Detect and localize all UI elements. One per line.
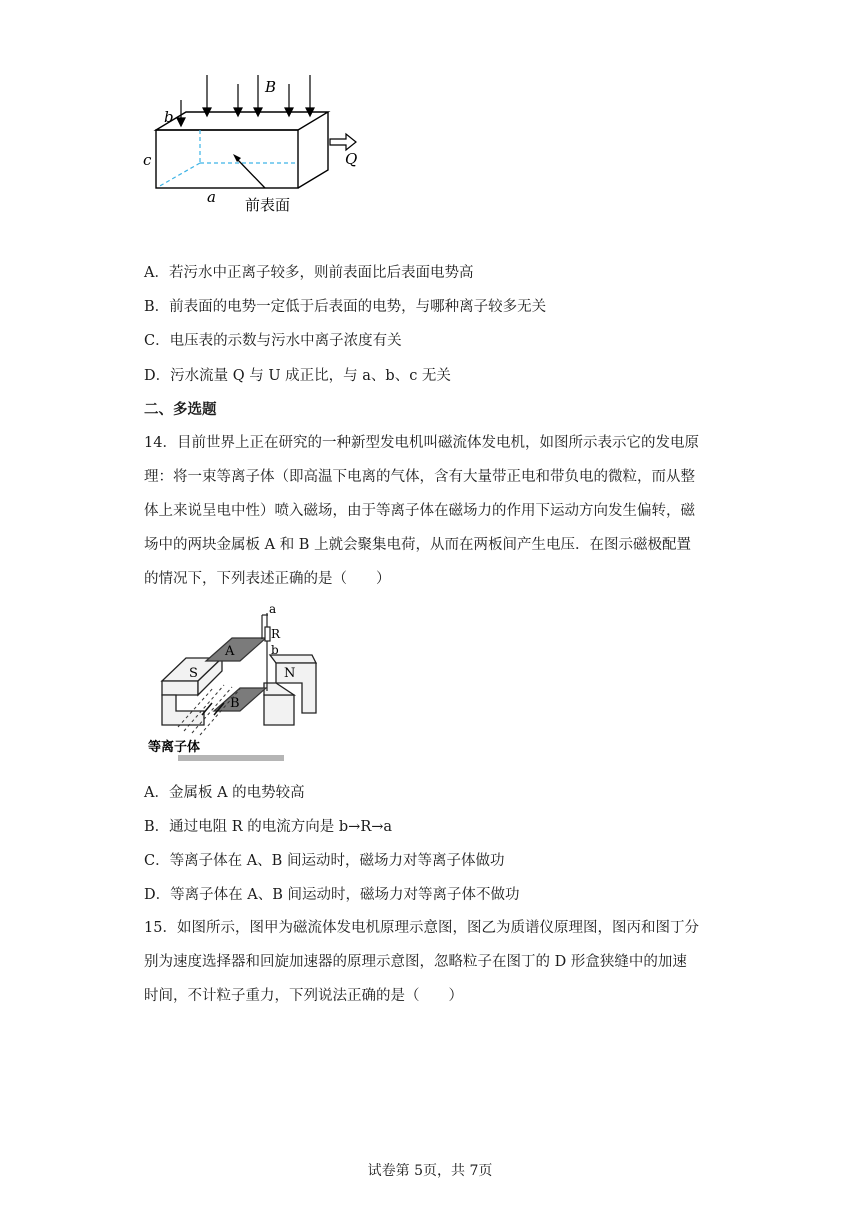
label-n-pole: N (284, 666, 296, 681)
q14-option-d: D．等离子体在 A、B 间运动时，磁场力对等离子体不做功 (144, 887, 520, 903)
q14-line-2: 理：将一束等离子体（即高温下电离的气体，含有大量带正电和带负电的微粒，而从整 (144, 469, 695, 485)
q14-line-3: 体上来说呈电中性）喷入磁场，由于等离子体在磁场力的作用下运动方向发生偏转，磁 (144, 503, 695, 519)
figure-mhd-generator (144, 603, 326, 763)
q14-line-5: 的情况下，下列表述正确的是（ ） (144, 571, 391, 587)
label-plate-a: A (225, 644, 235, 659)
label-q-flow: Q (345, 150, 358, 168)
page-footer: 试卷第 5页，共 7页 (367, 1163, 493, 1179)
q13-option-a: A．若污水中正离子较多，则前表面比后表面电势高 (144, 265, 474, 281)
label-front-surface: 前表面 (245, 196, 291, 214)
plate-b (214, 688, 266, 711)
label-b-depth: b (164, 108, 174, 126)
label-c-height: c (143, 151, 152, 169)
q15-line-1: 15．如图所示，图甲为磁流体发电机原理示意图，图乙为质谱仪原理图，图丙和图丁分 (144, 920, 699, 936)
label-a-width: a (207, 188, 216, 206)
q13-option-c: C．电压表的示数与污水中离子浓度有关 (144, 333, 402, 349)
section-title: 二、多选题 (144, 401, 217, 418)
label-terminal-b: b (271, 643, 279, 657)
q14-line-1: 14．目前世界上正在研究的一种新型发电机叫磁流体发电机，如图所示表示它的发电原 (144, 435, 699, 451)
q14-option-a: A．金属板 A 的电势较高 (144, 785, 305, 801)
q14-option-b: B．通过电阻 R 的电流方向是 b→R→a (144, 819, 393, 835)
label-plasma: 等离子体 (148, 740, 201, 755)
q15-line-2: 别为速度选择器和回旋加速器的原理示意图，忽略粒子在图丁的 D 形盒狭缝中的加速 (144, 954, 687, 970)
label-resistor-r: R (271, 627, 281, 641)
q13-option-d: D．污水流量 Q 与 U 成正比，与 a、b、c 无关 (144, 368, 451, 384)
q14-option-c: C．等离子体在 A、B 间运动时，磁场力对等离子体做功 (144, 853, 505, 869)
label-b-field: B (265, 78, 277, 96)
label-s-pole: S (189, 666, 198, 681)
q13-option-b: B．前表面的电势一定低于后表面的电势，与哪种离子较多无关 (144, 299, 547, 315)
plate-a (206, 638, 266, 661)
label-plate-b: B (230, 696, 240, 711)
figure-flow-meter (140, 70, 380, 220)
plasma-underline (178, 755, 284, 761)
q14-line-4: 场中的两块金属板 A 和 B 上就会聚集电荷，从而在两板间产生电压．在图示磁极配置 (144, 537, 692, 553)
q15-line-3: 时间，不计粒子重力，下列说法正确的是（ ） (144, 988, 463, 1004)
label-terminal-a: a (269, 603, 277, 616)
